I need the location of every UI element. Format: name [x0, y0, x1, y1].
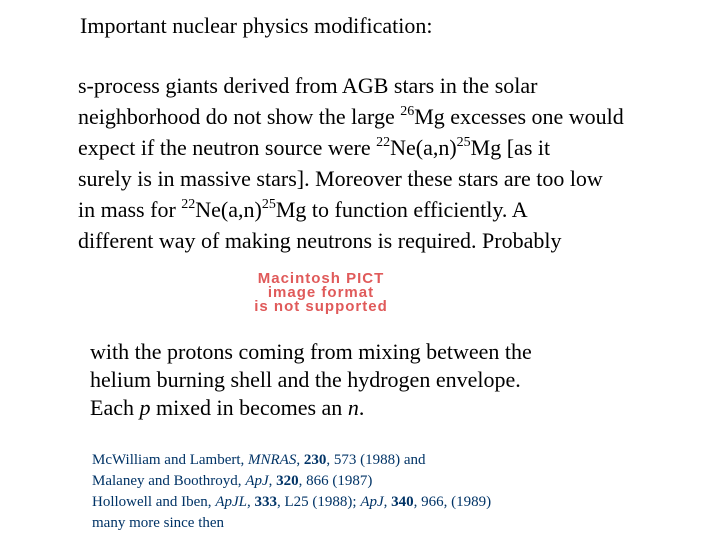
reference-item: Hollowell and Iben, ApJL, 333, L25 (1988); ApJ, 340, 966, (1989)	[92, 494, 492, 510]
second-paragraph	[90, 338, 532, 422]
para-line: with the protons coming from mixing between the	[90, 339, 532, 364]
para-line: s-process giants derived from AGB stars in the solar	[78, 73, 538, 98]
reference-item: Malaney and Boothroyd, ApJ, 320, 866 (1987)	[92, 473, 373, 489]
para-line: expect if the neutron source were $^{22}Ne(a,n)^{25}Mg$ [as it	[78, 135, 551, 160]
para-line: neighborhood do not show the large $^{26}$Mg excesses one would	[78, 104, 624, 129]
main-paragraph	[78, 70, 624, 256]
pict-placeholder-image: Macintosh PICT image format is not supported	[254, 270, 388, 315]
reference-item: many more since then	[92, 515, 225, 531]
para-line: Each p mixed in becomes an n.	[90, 395, 365, 420]
para-line: surely is in massive stars]. Moreover these stars are too low	[78, 166, 603, 191]
references	[92, 450, 491, 534]
para-line: helium burning shell and the hydrogen envelope.	[90, 367, 521, 392]
slide-heading: Important nuclear physics modification:	[80, 13, 433, 38]
reference-item: McWilliam and Lambert, MNRAS, 230, 573 (1988) and	[92, 452, 426, 468]
para-line: different way of making neutrons is required. Probably	[78, 228, 562, 253]
para-line: in mass for $^{22}Ne(a,n)^{25}Mg$ to function efficiently. A	[78, 197, 528, 222]
